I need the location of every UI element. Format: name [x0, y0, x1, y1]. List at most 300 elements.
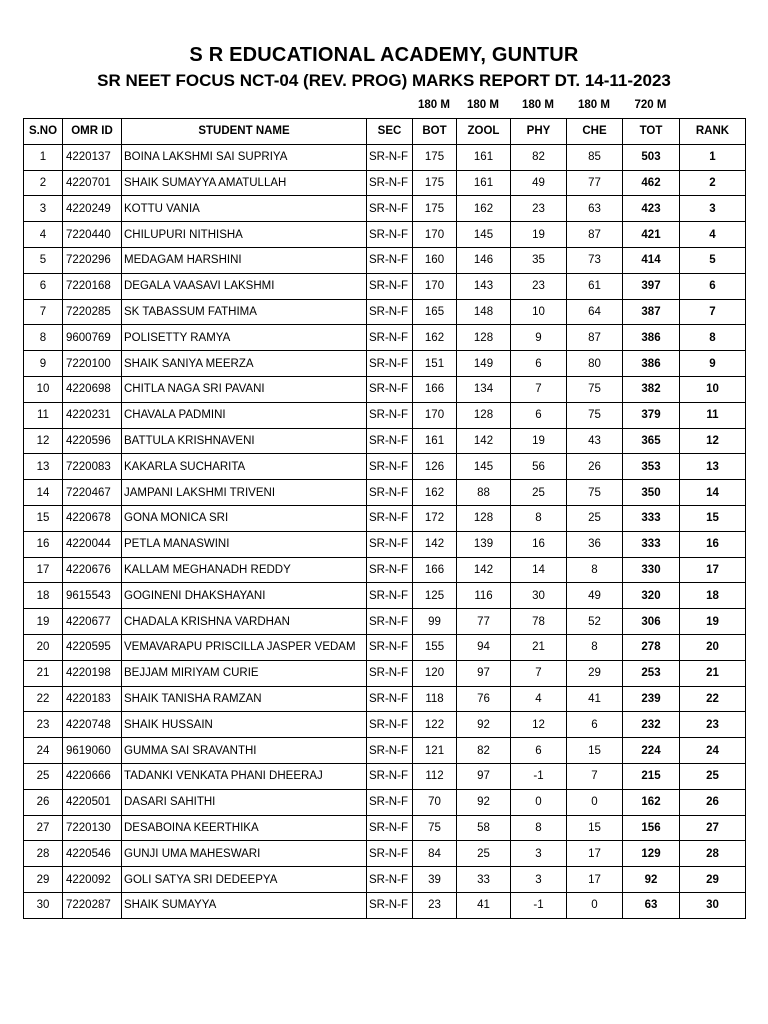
- phy-marks-cell: 8: [511, 815, 567, 841]
- total-marks-cell: 239: [623, 686, 680, 712]
- phy-marks-cell: 78: [511, 609, 567, 635]
- serial-number-cell: 18: [24, 583, 63, 609]
- serial-number-cell: 6: [24, 273, 63, 299]
- phy-marks-cell: -1: [511, 763, 567, 789]
- section-cell: SR-N-F: [367, 170, 413, 196]
- che-marks-cell: 49: [567, 583, 623, 609]
- omr-id-cell: 4220677: [63, 609, 122, 635]
- table-row: [24, 299, 746, 325]
- zool-marks-cell: 143: [457, 273, 511, 299]
- phy-marks-cell: 21: [511, 634, 567, 660]
- zool-marks-cell: 139: [457, 531, 511, 557]
- table-row: [24, 351, 746, 377]
- total-marks-cell: 92: [623, 867, 680, 893]
- phy-marks-cell: 9: [511, 325, 567, 351]
- omr-id-cell: 9600769: [63, 325, 122, 351]
- section-cell: SR-N-F: [367, 738, 413, 764]
- section-cell: SR-N-F: [367, 712, 413, 738]
- table-row: [24, 867, 746, 893]
- student-name-cell: GONA MONICA SRI: [122, 505, 367, 531]
- student-name-cell: VEMAVARAPU PRISCILLA JASPER VEDAM: [122, 634, 367, 660]
- student-name-cell: GUNJI UMA MAHESWARI: [122, 841, 367, 867]
- column-header: BOT: [413, 119, 457, 145]
- zool-marks-cell: 94: [457, 634, 511, 660]
- bot-marks-cell: 120: [413, 660, 457, 686]
- rank-cell: 30: [680, 892, 746, 918]
- bot-marks-cell: 172: [413, 505, 457, 531]
- bot-marks-cell: 39: [413, 867, 457, 893]
- table-row: [24, 402, 746, 428]
- che-marks-cell: 17: [567, 867, 623, 893]
- student-name-cell: BOINA LAKSHMI SAI SUPRIYA: [122, 144, 367, 170]
- che-marks-cell: 17: [567, 841, 623, 867]
- zool-marks-cell: 142: [457, 428, 511, 454]
- phy-marks-cell: 7: [511, 376, 567, 402]
- section-cell: SR-N-F: [367, 841, 413, 867]
- student-name-cell: SHAIK SANIYA MEERZA: [122, 351, 367, 377]
- zool-marks-cell: 162: [457, 196, 511, 222]
- section-cell: SR-N-F: [367, 867, 413, 893]
- serial-number-cell: 21: [24, 660, 63, 686]
- section-cell: SR-N-F: [367, 402, 413, 428]
- serial-number-cell: 13: [24, 454, 63, 480]
- serial-number-cell: 10: [24, 376, 63, 402]
- institution-title: S R EDUCATIONAL ACADEMY, GUNTUR: [189, 44, 579, 66]
- che-marks-cell: 64: [567, 299, 623, 325]
- omr-id-cell: 9615543: [63, 583, 122, 609]
- table-row: [24, 144, 746, 170]
- phy-marks-cell: 8: [511, 505, 567, 531]
- omr-id-cell: 4220678: [63, 505, 122, 531]
- report-title: SR NEET FOCUS NCT-04 (REV. PROG) MARKS REPORT DT. 14-11-2023: [97, 71, 671, 90]
- serial-number-cell: 20: [24, 634, 63, 660]
- student-name-cell: KOTTU VANIA: [122, 196, 367, 222]
- omr-id-cell: 4220137: [63, 144, 122, 170]
- max-marks-bot: 180 M: [418, 99, 450, 111]
- che-marks-cell: 15: [567, 815, 623, 841]
- omr-id-cell: 7220296: [63, 247, 122, 273]
- student-name-cell: GOLI SATYA SRI DEDEEPYA: [122, 867, 367, 893]
- omr-id-cell: 4220044: [63, 531, 122, 557]
- total-marks-cell: 156: [623, 815, 680, 841]
- che-marks-cell: 8: [567, 557, 623, 583]
- bot-marks-cell: 122: [413, 712, 457, 738]
- section-cell: SR-N-F: [367, 222, 413, 248]
- che-marks-cell: 75: [567, 402, 623, 428]
- che-marks-cell: 75: [567, 480, 623, 506]
- total-marks-cell: 353: [623, 454, 680, 480]
- column-header: STUDENT NAME: [122, 119, 367, 145]
- column-header: SEC: [367, 119, 413, 145]
- table-row: [24, 738, 746, 764]
- serial-number-cell: 14: [24, 480, 63, 506]
- table-row: [24, 480, 746, 506]
- rank-cell: 13: [680, 454, 746, 480]
- bot-marks-cell: 175: [413, 170, 457, 196]
- zool-marks-cell: 145: [457, 454, 511, 480]
- phy-marks-cell: 19: [511, 222, 567, 248]
- section-cell: SR-N-F: [367, 144, 413, 170]
- phy-marks-cell: 56: [511, 454, 567, 480]
- column-header: RANK: [680, 119, 746, 145]
- che-marks-cell: 8: [567, 634, 623, 660]
- che-marks-cell: 7: [567, 763, 623, 789]
- max-marks-tot: 720 M: [634, 99, 667, 111]
- rank-cell: 16: [680, 531, 746, 557]
- omr-id-cell: 7220100: [63, 351, 122, 377]
- zool-marks-cell: 92: [457, 712, 511, 738]
- table-row: [24, 222, 746, 248]
- student-name-cell: CHAVALA PADMINI: [122, 402, 367, 428]
- omr-id-cell: 7220285: [63, 299, 122, 325]
- bot-marks-cell: 166: [413, 557, 457, 583]
- zool-marks-cell: 97: [457, 763, 511, 789]
- student-name-cell: BATTULA KRISHNAVENI: [122, 428, 367, 454]
- student-name-cell: KALLAM MEGHANADH REDDY: [122, 557, 367, 583]
- zool-marks-cell: 58: [457, 815, 511, 841]
- che-marks-cell: 26: [567, 454, 623, 480]
- section-cell: SR-N-F: [367, 273, 413, 299]
- phy-marks-cell: 3: [511, 867, 567, 893]
- total-marks-cell: 215: [623, 763, 680, 789]
- serial-number-cell: 22: [24, 686, 63, 712]
- rank-cell: 24: [680, 738, 746, 764]
- phy-marks-cell: 10: [511, 299, 567, 325]
- total-marks-cell: 333: [623, 505, 680, 531]
- bot-marks-cell: 112: [413, 763, 457, 789]
- total-marks-cell: 387: [623, 299, 680, 325]
- zool-marks-cell: 116: [457, 583, 511, 609]
- bot-marks-cell: 155: [413, 634, 457, 660]
- che-marks-cell: 0: [567, 789, 623, 815]
- serial-number-cell: 15: [24, 505, 63, 531]
- phy-marks-cell: 16: [511, 531, 567, 557]
- student-name-cell: TADANKI VENKATA PHANI DHEERAJ: [122, 763, 367, 789]
- zool-marks-cell: 146: [457, 247, 511, 273]
- total-marks-cell: 365: [623, 428, 680, 454]
- rank-cell: 23: [680, 712, 746, 738]
- total-marks-cell: 320: [623, 583, 680, 609]
- rank-cell: 9: [680, 351, 746, 377]
- student-name-cell: CHITLA NAGA SRI PAVANI: [122, 376, 367, 402]
- omr-id-cell: 4220676: [63, 557, 122, 583]
- table-row: [24, 841, 746, 867]
- bot-marks-cell: 160: [413, 247, 457, 273]
- table-row: [24, 454, 746, 480]
- section-cell: SR-N-F: [367, 789, 413, 815]
- total-marks-cell: 379: [623, 402, 680, 428]
- bot-marks-cell: 99: [413, 609, 457, 635]
- rank-cell: 11: [680, 402, 746, 428]
- omr-id-cell: 7220168: [63, 273, 122, 299]
- che-marks-cell: 87: [567, 325, 623, 351]
- serial-number-cell: 28: [24, 841, 63, 867]
- student-name-cell: CHADALA KRISHNA VARDHAN: [122, 609, 367, 635]
- section-cell: SR-N-F: [367, 376, 413, 402]
- zool-marks-cell: 128: [457, 402, 511, 428]
- serial-number-cell: 27: [24, 815, 63, 841]
- phy-marks-cell: 23: [511, 273, 567, 299]
- bot-marks-cell: 162: [413, 480, 457, 506]
- rank-cell: 3: [680, 196, 746, 222]
- rank-cell: 7: [680, 299, 746, 325]
- omr-id-cell: 4220183: [63, 686, 122, 712]
- section-cell: SR-N-F: [367, 428, 413, 454]
- zool-marks-cell: 128: [457, 325, 511, 351]
- serial-number-cell: 7: [24, 299, 63, 325]
- table-row: [24, 531, 746, 557]
- serial-number-cell: 23: [24, 712, 63, 738]
- phy-marks-cell: 6: [511, 402, 567, 428]
- zool-marks-cell: 161: [457, 170, 511, 196]
- section-cell: SR-N-F: [367, 609, 413, 635]
- phy-marks-cell: 12: [511, 712, 567, 738]
- section-cell: SR-N-F: [367, 763, 413, 789]
- bot-marks-cell: 75: [413, 815, 457, 841]
- rank-cell: 25: [680, 763, 746, 789]
- section-cell: SR-N-F: [367, 351, 413, 377]
- che-marks-cell: 77: [567, 170, 623, 196]
- total-marks-cell: 306: [623, 609, 680, 635]
- section-cell: SR-N-F: [367, 634, 413, 660]
- total-marks-cell: 386: [623, 351, 680, 377]
- section-cell: SR-N-F: [367, 892, 413, 918]
- serial-number-cell: 30: [24, 892, 63, 918]
- table-row: [24, 634, 746, 660]
- zool-marks-cell: 142: [457, 557, 511, 583]
- phy-marks-cell: 35: [511, 247, 567, 273]
- total-marks-cell: 129: [623, 841, 680, 867]
- phy-marks-cell: 30: [511, 583, 567, 609]
- zool-marks-cell: 88: [457, 480, 511, 506]
- bot-marks-cell: 161: [413, 428, 457, 454]
- serial-number-cell: 25: [24, 763, 63, 789]
- phy-marks-cell: 6: [511, 738, 567, 764]
- column-header: ZOOL: [457, 119, 511, 145]
- section-cell: SR-N-F: [367, 299, 413, 325]
- serial-number-cell: 16: [24, 531, 63, 557]
- total-marks-cell: 382: [623, 376, 680, 402]
- zool-marks-cell: 134: [457, 376, 511, 402]
- section-cell: SR-N-F: [367, 454, 413, 480]
- student-name-cell: SHAIK TANISHA RAMZAN: [122, 686, 367, 712]
- table-row: [24, 196, 746, 222]
- omr-id-cell: 4220701: [63, 170, 122, 196]
- student-name-cell: JAMPANI LAKSHMI TRIVENI: [122, 480, 367, 506]
- column-header: OMR ID: [63, 119, 122, 145]
- phy-marks-cell: 49: [511, 170, 567, 196]
- total-marks-cell: 232: [623, 712, 680, 738]
- zool-marks-cell: 97: [457, 660, 511, 686]
- zool-marks-cell: 33: [457, 867, 511, 893]
- serial-number-cell: 19: [24, 609, 63, 635]
- total-marks-cell: 503: [623, 144, 680, 170]
- table-row: [24, 789, 746, 815]
- table-row: [24, 892, 746, 918]
- table-row: [24, 763, 746, 789]
- zool-marks-cell: 92: [457, 789, 511, 815]
- serial-number-cell: 17: [24, 557, 63, 583]
- table-row: [24, 325, 746, 351]
- rank-cell: 22: [680, 686, 746, 712]
- section-cell: SR-N-F: [367, 815, 413, 841]
- bot-marks-cell: 118: [413, 686, 457, 712]
- rank-cell: 26: [680, 789, 746, 815]
- total-marks-cell: 421: [623, 222, 680, 248]
- table-body: [24, 144, 746, 918]
- rank-cell: 19: [680, 609, 746, 635]
- table-row: [24, 170, 746, 196]
- section-cell: SR-N-F: [367, 247, 413, 273]
- bot-marks-cell: 170: [413, 402, 457, 428]
- che-marks-cell: 29: [567, 660, 623, 686]
- student-name-cell: DESABOINA KEERTHIKA: [122, 815, 367, 841]
- table-row: [24, 273, 746, 299]
- che-marks-cell: 75: [567, 376, 623, 402]
- serial-number-cell: 4: [24, 222, 63, 248]
- student-name-cell: GOGINENI DHAKSHAYANI: [122, 583, 367, 609]
- che-marks-cell: 43: [567, 428, 623, 454]
- phy-marks-cell: 23: [511, 196, 567, 222]
- omr-id-cell: 7220440: [63, 222, 122, 248]
- student-name-cell: SHAIK SUMAYYA: [122, 892, 367, 918]
- phy-marks-cell: 82: [511, 144, 567, 170]
- bot-marks-cell: 151: [413, 351, 457, 377]
- table-row: [24, 660, 746, 686]
- phy-marks-cell: 14: [511, 557, 567, 583]
- student-name-cell: SHAIK HUSSAIN: [122, 712, 367, 738]
- zool-marks-cell: 148: [457, 299, 511, 325]
- che-marks-cell: 87: [567, 222, 623, 248]
- omr-id-cell: 4220249: [63, 196, 122, 222]
- che-marks-cell: 73: [567, 247, 623, 273]
- rank-cell: 1: [680, 144, 746, 170]
- zool-marks-cell: 77: [457, 609, 511, 635]
- rank-cell: 10: [680, 376, 746, 402]
- omr-id-cell: 4220546: [63, 841, 122, 867]
- section-cell: SR-N-F: [367, 557, 413, 583]
- zool-marks-cell: 25: [457, 841, 511, 867]
- omr-id-cell: 4220596: [63, 428, 122, 454]
- rank-cell: 5: [680, 247, 746, 273]
- bot-marks-cell: 70: [413, 789, 457, 815]
- section-cell: SR-N-F: [367, 480, 413, 506]
- total-marks-cell: 462: [623, 170, 680, 196]
- bot-marks-cell: 84: [413, 841, 457, 867]
- rank-cell: 6: [680, 273, 746, 299]
- rank-cell: 21: [680, 660, 746, 686]
- phy-marks-cell: 19: [511, 428, 567, 454]
- table-header-row: [24, 119, 746, 145]
- che-marks-cell: 85: [567, 144, 623, 170]
- serial-number-cell: 3: [24, 196, 63, 222]
- zool-marks-cell: 145: [457, 222, 511, 248]
- column-header: PHY: [511, 119, 567, 145]
- bot-marks-cell: 170: [413, 273, 457, 299]
- omr-id-cell: 4220501: [63, 789, 122, 815]
- student-name-cell: GUMMA SAI SRAVANTHI: [122, 738, 367, 764]
- omr-id-cell: 4220595: [63, 634, 122, 660]
- omr-id-cell: 7220130: [63, 815, 122, 841]
- bot-marks-cell: 125: [413, 583, 457, 609]
- omr-id-cell: 7220287: [63, 892, 122, 918]
- phy-marks-cell: 4: [511, 686, 567, 712]
- table-row: [24, 428, 746, 454]
- che-marks-cell: 15: [567, 738, 623, 764]
- total-marks-cell: 162: [623, 789, 680, 815]
- rank-cell: 27: [680, 815, 746, 841]
- section-cell: SR-N-F: [367, 196, 413, 222]
- serial-number-cell: 5: [24, 247, 63, 273]
- bot-marks-cell: 175: [413, 196, 457, 222]
- serial-number-cell: 12: [24, 428, 63, 454]
- total-marks-cell: 224: [623, 738, 680, 764]
- student-name-cell: BEJJAM MIRIYAM CURIE: [122, 660, 367, 686]
- rank-cell: 17: [680, 557, 746, 583]
- serial-number-cell: 29: [24, 867, 63, 893]
- total-marks-cell: 253: [623, 660, 680, 686]
- che-marks-cell: 41: [567, 686, 623, 712]
- total-marks-cell: 397: [623, 273, 680, 299]
- bot-marks-cell: 162: [413, 325, 457, 351]
- bot-marks-cell: 121: [413, 738, 457, 764]
- bot-marks-cell: 23: [413, 892, 457, 918]
- che-marks-cell: 0: [567, 892, 623, 918]
- omr-id-cell: 9619060: [63, 738, 122, 764]
- rank-cell: 8: [680, 325, 746, 351]
- omr-id-cell: 7220083: [63, 454, 122, 480]
- omr-id-cell: 4220698: [63, 376, 122, 402]
- total-marks-cell: 333: [623, 531, 680, 557]
- che-marks-cell: 52: [567, 609, 623, 635]
- rank-cell: 12: [680, 428, 746, 454]
- student-name-cell: MEDAGAM HARSHINI: [122, 247, 367, 273]
- serial-number-cell: 11: [24, 402, 63, 428]
- omr-id-cell: 4220231: [63, 402, 122, 428]
- rank-cell: 20: [680, 634, 746, 660]
- omr-id-cell: 4220092: [63, 867, 122, 893]
- section-cell: SR-N-F: [367, 686, 413, 712]
- section-cell: SR-N-F: [367, 325, 413, 351]
- table-row: [24, 505, 746, 531]
- student-name-cell: DASARI SAHITHI: [122, 789, 367, 815]
- total-marks-cell: 350: [623, 480, 680, 506]
- table-row: [24, 376, 746, 402]
- rank-cell: 4: [680, 222, 746, 248]
- zool-marks-cell: 82: [457, 738, 511, 764]
- bot-marks-cell: 126: [413, 454, 457, 480]
- table-row: [24, 815, 746, 841]
- column-header: CHE: [567, 119, 623, 145]
- table-row: [24, 557, 746, 583]
- max-marks-zool: 180 M: [467, 99, 499, 111]
- omr-id-cell: 4220748: [63, 712, 122, 738]
- zool-marks-cell: 76: [457, 686, 511, 712]
- section-cell: SR-N-F: [367, 583, 413, 609]
- student-name-cell: POLISETTY RAMYA: [122, 325, 367, 351]
- zool-marks-cell: 128: [457, 505, 511, 531]
- bot-marks-cell: 166: [413, 376, 457, 402]
- serial-number-cell: 9: [24, 351, 63, 377]
- serial-number-cell: 24: [24, 738, 63, 764]
- rank-cell: 14: [680, 480, 746, 506]
- table-row: [24, 686, 746, 712]
- che-marks-cell: 6: [567, 712, 623, 738]
- student-name-cell: KAKARLA SUCHARITA: [122, 454, 367, 480]
- rank-cell: 18: [680, 583, 746, 609]
- table-row: [24, 609, 746, 635]
- total-marks-cell: 386: [623, 325, 680, 351]
